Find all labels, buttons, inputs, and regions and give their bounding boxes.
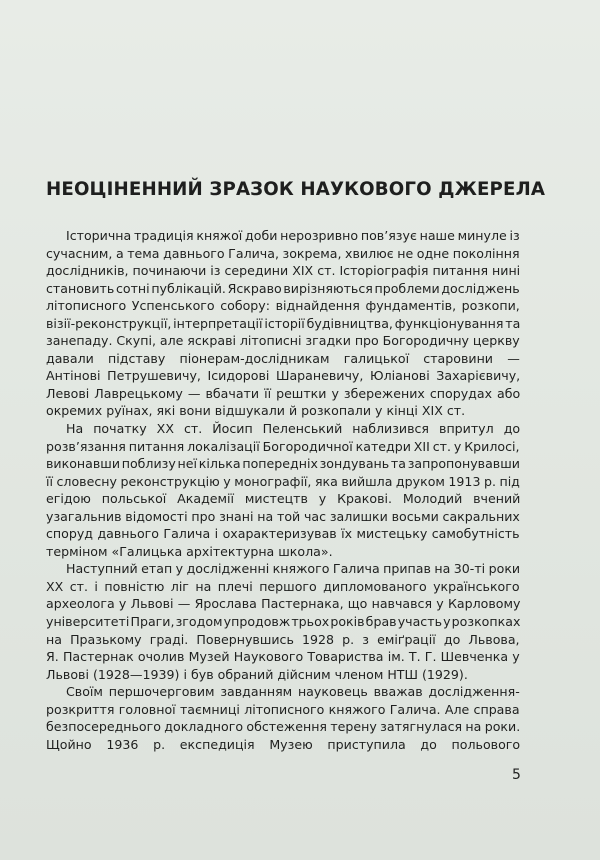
text-line: Своїм першочерговим завданням науковець вважав дослідження- <box>66 684 520 700</box>
text-line: Я. Пастернак очолив Музей Наукового Товариства ім. Т. Г. Шевченка у <box>46 649 520 665</box>
text-line: розкриття головної таємниці літописного княжого Галича. Але справа <box>46 701 520 717</box>
text-line: на Празькому граді. Повернувшись 1928 р. з еміґрації до Львова, <box>46 631 520 647</box>
text-line: Левові Лаврецькому — вбачати її рештки у збережених спорудах або <box>46 385 521 401</box>
page-number: 5 <box>512 767 521 783</box>
paragraph-3 <box>46 560 520 683</box>
chapter-title: НЕОЦІНЕННИЙ ЗРАЗОК НАУКОВОГО ДЖЕРЕЛА <box>46 179 546 200</box>
text-line: Антінові Петрушевичу, Ісидорові Шараневичу, Юліанові Захарієвичу, <box>46 368 521 384</box>
text-line: занепаду. Скупі, але яскраві літописні згадки про Богородичну церкву <box>46 333 520 349</box>
text-line: візії-реконструкції, інтерпретації історії будівництва, функціонування та <box>46 315 521 331</box>
body-text <box>46 227 520 753</box>
text-line: Львові (1928—1939) і був обраний дійсним членом НТШ (1929). <box>46 666 468 682</box>
paragraph-2 <box>46 420 520 560</box>
text-line: споруд давнього Галича і охарактеризував їх мистецьку самобутність <box>46 526 520 542</box>
text-line: сучасним, а тема давнього Галича, зокрема, хвилює не одне покоління <box>46 245 520 261</box>
text-line: XX ст. і повністю ліг на плечі першого дипломованого українського <box>46 578 520 594</box>
paragraph-1 <box>46 227 520 420</box>
text-line: становить сотні публікацій. Яскраво вирізняються проблеми досліджень <box>46 280 520 296</box>
text-line: терміном «Галицька архітектурна школа». <box>46 543 333 559</box>
text-line: дослідників, починаючи із середини XIX ст. Історіографія питання нині <box>46 263 521 279</box>
text-line: Наступний етап у дослідженні княжого Галича припав на 30-ті роки <box>66 561 521 577</box>
text-line: університеті Праги, згодом упродовж трьох років брав участь у розкопках <box>46 614 521 630</box>
text-line: літописного Успенського собору: віднайдення фундаментів, розкопи, <box>46 298 520 314</box>
text-line: розв’язання питання локалізації Богородичної катедри XII ст. у Крилосі, <box>46 438 520 454</box>
text-line: Історична традиція княжої доби нерозривно пов’язує наше минуле із <box>66 228 520 243</box>
text-line: На початку XX ст. Йосип Пеленський наблизився впритул до <box>66 421 521 437</box>
text-line: егідою польської Академії мистецтв у Кракові. Молодий вчений <box>46 491 521 507</box>
text-line: Щойно 1936 р. експедиція Музею приступила до польового <box>46 736 521 752</box>
paragraph-4 <box>46 683 520 753</box>
text-line: давали підставу піонерам-дослідникам галицької старовини — <box>46 350 520 366</box>
text-line: узагальнив відомості про знані на той час залишки восьми сакральних <box>46 508 520 524</box>
text-line: її словесну реконструкцію у монографії, яка вийшла друком 1913 р. під <box>46 473 520 489</box>
text-line: археолога у Львові — Ярослава Пастернака, що навчався у Карловому <box>46 596 521 612</box>
text-line: виконавши поблизу неї кілька попередніх зондувань та запропонувавши <box>46 456 520 472</box>
text-line: окремих руїнах, які вони відшукали й розкопали у кінці XIX ст. <box>46 403 466 419</box>
text-line: безпосереднього докладного обстеження терену затягнулася на роки. <box>46 719 521 735</box>
